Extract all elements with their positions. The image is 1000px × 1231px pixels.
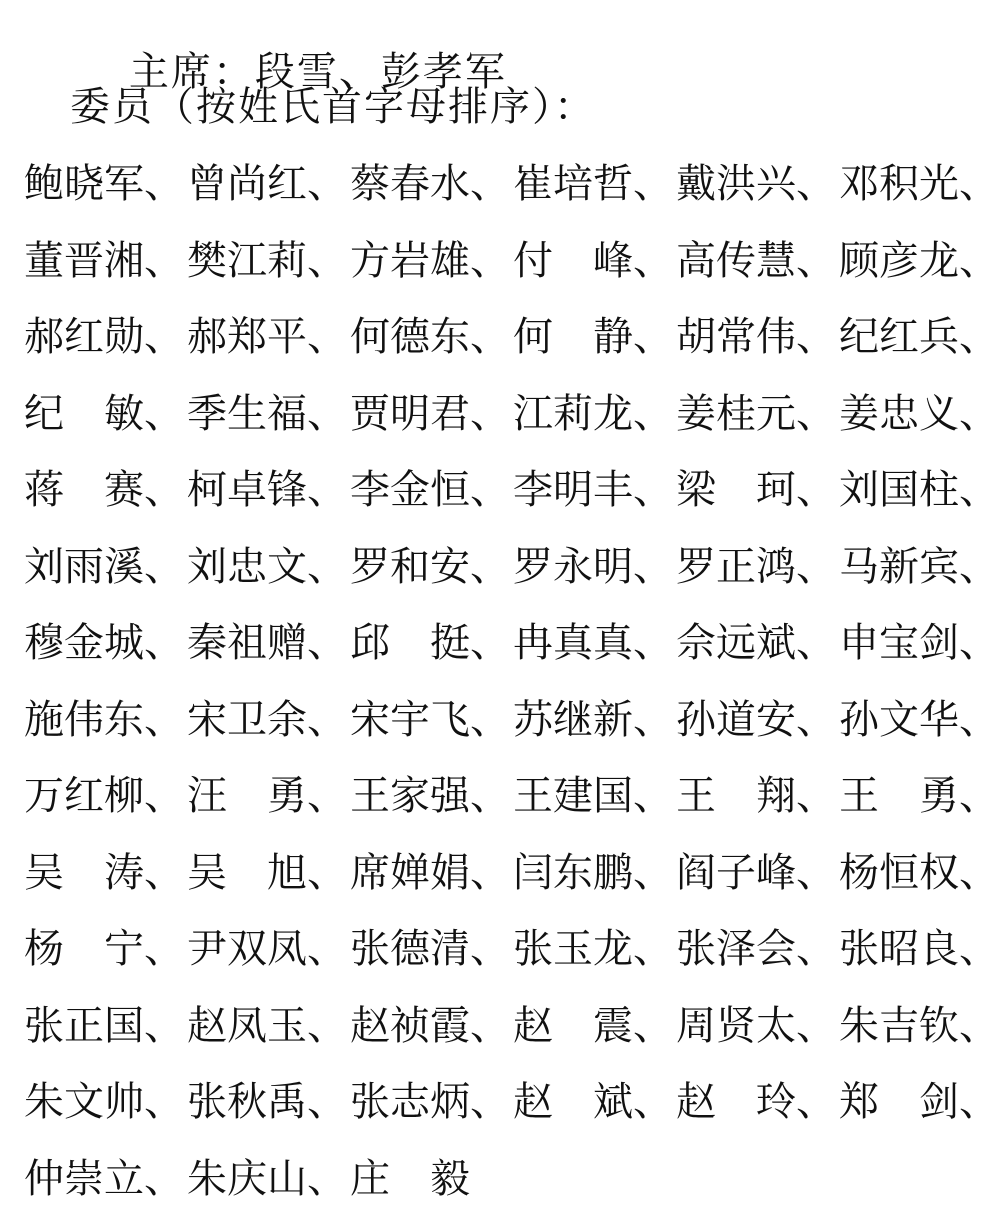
members-row (24, 849, 1000, 926)
name-separator: 、 (959, 696, 1000, 744)
chair-label: 主席： (129, 49, 255, 95)
member-name: 曾尚红 (187, 160, 307, 208)
member-name: 蒋 赛 (24, 466, 144, 514)
name-separator: 、 (307, 1002, 349, 1050)
member-name: 宋卫余 (187, 696, 307, 744)
members-row (24, 160, 1000, 237)
member-name: 董晋湘 (24, 237, 144, 285)
name-separator: 、 (796, 619, 838, 667)
member-name: 刘雨溪 (24, 543, 144, 591)
name-separator: 、 (633, 313, 675, 361)
member-name: 罗和安 (350, 543, 470, 591)
name-separator: 、 (307, 925, 349, 973)
name-separator: 、 (633, 696, 675, 744)
members-row (24, 1155, 1000, 1231)
name-separator: 、 (633, 925, 675, 973)
member-name: 季生福 (187, 390, 307, 438)
member-name: 马新宾 (839, 543, 959, 591)
member-name: 张德清 (350, 925, 470, 973)
name-separator: 、 (470, 390, 512, 438)
member-name: 贾明君 (350, 390, 470, 438)
member-name: 付 峰 (513, 237, 633, 285)
name-separator: 、 (796, 237, 838, 285)
name-separator: 、 (796, 772, 838, 820)
member-name: 申宝剑 (839, 619, 959, 667)
name-separator: 、 (144, 390, 186, 438)
name-separator: 、 (633, 160, 675, 208)
members-row (24, 1002, 1000, 1079)
member-name: 庄 毅 (350, 1155, 470, 1203)
member-name: 吴 旭 (187, 849, 307, 897)
member-name: 赵祯霞 (350, 1002, 470, 1050)
member-name: 万红柳 (24, 772, 144, 820)
name-separator: 、 (307, 237, 349, 285)
member-name: 高传慧 (676, 237, 796, 285)
name-separator: 、 (470, 466, 512, 514)
member-name: 罗永明 (513, 543, 633, 591)
members-row (24, 543, 1000, 620)
member-name: 王 勇 (839, 772, 959, 820)
members-heading: 委员（按姓氏首字母排序）： (70, 83, 596, 131)
chair-names: 段雪、彭孝军 (255, 49, 507, 95)
member-name: 闫东鹏 (513, 849, 633, 897)
member-name: 张正国 (24, 1002, 144, 1050)
name-separator: 、 (470, 1078, 512, 1126)
name-separator: 、 (633, 849, 675, 897)
name-separator: 、 (796, 925, 838, 973)
member-name: 赵 震 (513, 1002, 633, 1050)
members-list (24, 160, 1000, 1231)
name-separator: 、 (633, 772, 675, 820)
member-name: 邱 挺 (350, 619, 470, 667)
name-separator: 、 (796, 313, 838, 361)
name-separator: 、 (796, 543, 838, 591)
name-separator: 、 (959, 619, 1000, 667)
name-separator: 、 (144, 466, 186, 514)
name-separator: 、 (144, 1078, 186, 1126)
members-row (24, 237, 1000, 314)
member-name: 朱文帅 (24, 1078, 144, 1126)
name-separator: 、 (144, 1002, 186, 1050)
name-separator: 、 (633, 619, 675, 667)
name-separator: 、 (633, 1078, 675, 1126)
name-separator: 、 (307, 849, 349, 897)
member-name: 纪 敏 (24, 390, 144, 438)
name-separator: 、 (796, 390, 838, 438)
member-name: 蔡春水 (350, 160, 470, 208)
name-separator: 、 (470, 237, 512, 285)
name-separator: 、 (959, 1002, 1000, 1050)
name-separator: 、 (144, 849, 186, 897)
member-name: 姜桂元 (676, 390, 796, 438)
name-separator: 、 (470, 619, 512, 667)
member-name: 王建国 (513, 772, 633, 820)
members-row (24, 925, 1000, 1002)
name-separator: 、 (959, 925, 1000, 973)
name-separator: 、 (633, 1002, 675, 1050)
name-separator: 、 (144, 619, 186, 667)
member-name: 张泽会 (676, 925, 796, 973)
member-name: 孙文华 (839, 696, 959, 744)
name-separator: 、 (633, 466, 675, 514)
members-row (24, 313, 1000, 390)
member-name: 刘国柱 (839, 466, 959, 514)
name-separator: 、 (144, 160, 186, 208)
member-name: 苏继新 (513, 696, 633, 744)
name-separator: 、 (959, 313, 1000, 361)
member-name: 秦祖赠 (187, 619, 307, 667)
members-row (24, 390, 1000, 467)
member-name: 宋宇飞 (350, 696, 470, 744)
member-name: 李金恒 (350, 466, 470, 514)
name-separator: 、 (959, 849, 1000, 897)
name-separator: 、 (959, 160, 1000, 208)
name-separator: 、 (959, 237, 1000, 285)
member-name: 纪红兵 (839, 313, 959, 361)
member-name: 柯卓锋 (187, 466, 307, 514)
name-separator: 、 (470, 772, 512, 820)
member-name: 孙道安 (676, 696, 796, 744)
member-name: 王家强 (350, 772, 470, 820)
member-name: 佘远斌 (676, 619, 796, 667)
name-separator: 、 (307, 619, 349, 667)
name-separator: 、 (144, 543, 186, 591)
member-name: 方岩雄 (350, 237, 470, 285)
member-name: 李明丰 (513, 466, 633, 514)
members-row (24, 466, 1000, 543)
member-name: 尹双凤 (187, 925, 307, 973)
member-name: 鲍晓军 (24, 160, 144, 208)
members-row (24, 696, 1000, 773)
name-separator: 、 (470, 313, 512, 361)
member-name: 罗正鸿 (676, 543, 796, 591)
name-separator: 、 (307, 696, 349, 744)
name-separator: 、 (144, 696, 186, 744)
member-name: 江莉龙 (513, 390, 633, 438)
member-name: 朱庆山 (187, 1155, 307, 1203)
name-separator: 、 (307, 313, 349, 361)
name-separator: 、 (633, 390, 675, 438)
name-separator: 、 (470, 849, 512, 897)
member-name: 郑 剑 (839, 1078, 959, 1126)
name-separator: 、 (470, 1002, 512, 1050)
name-separator: 、 (796, 849, 838, 897)
name-separator: 、 (144, 925, 186, 973)
member-name: 何 静 (513, 313, 633, 361)
members-row (24, 1078, 1000, 1155)
name-separator: 、 (144, 313, 186, 361)
name-separator: 、 (959, 772, 1000, 820)
member-name: 吴 涛 (24, 849, 144, 897)
member-name: 王 翔 (676, 772, 796, 820)
member-name: 梁 珂 (676, 466, 796, 514)
name-separator: 、 (307, 772, 349, 820)
name-separator: 、 (796, 1078, 838, 1126)
name-separator: 、 (796, 696, 838, 744)
name-separator: 、 (144, 237, 186, 285)
member-name: 施伟东 (24, 696, 144, 744)
name-separator: 、 (959, 543, 1000, 591)
name-separator: 、 (470, 160, 512, 208)
member-name: 朱吉钦 (839, 1002, 959, 1050)
name-separator: 、 (959, 390, 1000, 438)
member-name: 冉真真 (513, 619, 633, 667)
member-name: 汪 勇 (187, 772, 307, 820)
name-separator: 、 (633, 237, 675, 285)
name-separator: 、 (959, 466, 1000, 514)
member-name: 樊江莉 (187, 237, 307, 285)
name-separator: 、 (796, 466, 838, 514)
member-name: 张秋禹 (187, 1078, 307, 1126)
name-separator: 、 (307, 466, 349, 514)
name-separator: 、 (144, 1155, 186, 1203)
member-name: 赵 斌 (513, 1078, 633, 1126)
member-name: 赵凤玉 (187, 1002, 307, 1050)
name-separator: 、 (307, 543, 349, 591)
member-name: 仲崇立 (24, 1155, 144, 1203)
member-name: 郝郑平 (187, 313, 307, 361)
member-name: 戴洪兴 (676, 160, 796, 208)
name-separator: 、 (307, 1155, 349, 1203)
member-name: 张志炳 (350, 1078, 470, 1126)
member-name: 刘忠文 (187, 543, 307, 591)
name-separator: 、 (144, 772, 186, 820)
name-separator: 、 (633, 543, 675, 591)
member-name: 杨 宁 (24, 925, 144, 973)
name-separator: 、 (959, 1078, 1000, 1126)
name-separator: 、 (796, 1002, 838, 1050)
member-name: 姜忠义 (839, 390, 959, 438)
member-name: 赵 玲 (676, 1078, 796, 1126)
name-separator: 、 (796, 160, 838, 208)
member-name: 崔培哲 (513, 160, 633, 208)
member-name: 胡常伟 (676, 313, 796, 361)
member-name: 阎子峰 (676, 849, 796, 897)
member-name: 杨恒权 (839, 849, 959, 897)
member-name: 何德东 (350, 313, 470, 361)
name-separator: 、 (470, 543, 512, 591)
name-separator: 、 (307, 160, 349, 208)
member-name: 席婵娟 (350, 849, 470, 897)
member-name: 穆金城 (24, 619, 144, 667)
member-name: 郝红勋 (24, 313, 144, 361)
member-name: 张玉龙 (513, 925, 633, 973)
member-name: 顾彦龙 (839, 237, 959, 285)
name-separator: 、 (307, 1078, 349, 1126)
member-name: 周贤太 (676, 1002, 796, 1050)
member-name: 张昭良 (839, 925, 959, 973)
name-separator: 、 (307, 390, 349, 438)
members-row (24, 772, 1000, 849)
name-separator: 、 (470, 925, 512, 973)
member-name: 邓积光 (839, 160, 959, 208)
name-separator: 、 (470, 696, 512, 744)
members-row (24, 619, 1000, 696)
